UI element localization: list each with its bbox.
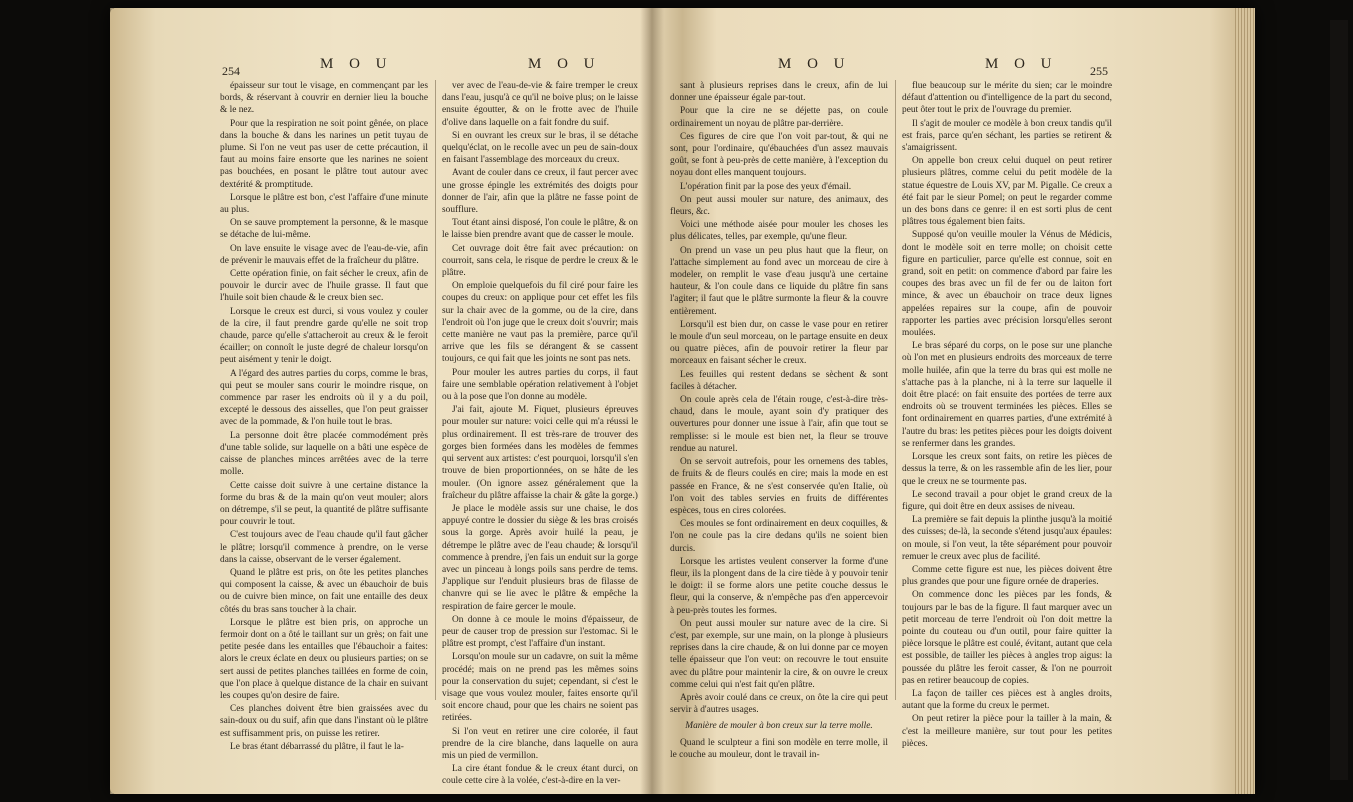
paragraph: On se servoit autrefois, pour les ornemens des tables, de fruits & de fleurs coulés en cire; mais la mode en est passée en France, & ne s'est conservée qu'en Italie, où l'on voit des tables servies en fruits de différentes espèces, tous en cires colorées. bbox=[670, 457, 888, 516]
paragraph: On appelle bon creux celui duquel on peut retirer plusieurs plâtres, comme celui du petit modèle de la statue équestre de Louis XV, par M. Pigalle. Ce creux a été fait par le sieur Pomel; on peut le regarder comme un des bons dans ce genre: il en est sorti plus de cent plâtres tous également bien faits. bbox=[902, 156, 1112, 228]
paragraph: Quand le sculpteur a fini son modèle en terre molle, il le couche au mouleur, dont le travail in- bbox=[670, 737, 888, 760]
paragraph: Pour mouler les autres parties du corps, il faut faire une semblable opération relativement à l'objet ou à la pose que l'on donne au modèle. bbox=[442, 367, 638, 403]
paragraph: Pour que la cire ne se déjette pas, on coule ordinairement un noyau de plâtre par-derrière. bbox=[670, 106, 888, 129]
paragraph: On se sauve promptement la personne, & le masque se détache de lui-même. bbox=[220, 218, 428, 241]
left-page-column-2 bbox=[442, 80, 638, 787]
paragraph: Lorsque les artistes veulent conserver la forme d'une fleur, ils la plongent dans de la cire tiède à y pouvoir tenir le doigt: il se forme alors une petite couche dessus le fleur, qui la conserve, & n'empêche pas d'en appercevoir à peu-près toutes les formes. bbox=[670, 556, 888, 616]
paragraph: Lorsque les creux sont faits, on retire les pièces de dessus la terre, & on les rassemble afin de les lier, pour que le creux ne se tourmente pas. bbox=[902, 452, 1112, 487]
paragraph: Supposé qu'on veuille mouler la Vénus de Médicis, dont le modèle soit en terre molle; on choisit cette figure en particulier, parce qu'elle est connue, soit en grand, soit en petit: on commence d'abord par faire les coupes des bras avec un fil de fer ou de laiton fort mince, & avec un ébauchoir on trace deux lignes appelées repaires sur la coupe, afin de pouvoir rapporter les parties avec précision lorsqu'elles seront moulées. bbox=[902, 230, 1112, 339]
paragraph: A l'égard des autres parties du corps, comme le bras, qui peut se mouler sans courir le moindre risque, on commence par raser les endroits où il y a du poil, excepté le dessous des aisselles, que l'on peut graisser avec de la pommade, & l'on huile tout le bras. bbox=[220, 368, 428, 428]
paragraph: Lorsqu'il est bien dur, on casse le vase pour en retirer le moule d'un seul morceau, on le partage ensuite en deux ou quatre pièces, afin de pouvoir retirer la fleur par morceaux en faisant sécher le creux. bbox=[670, 319, 888, 367]
paragraph: épaisseur sur tout le visage, en commençant par les bords, & réservant à couvrir en dernier lieu la bouche & le nez. bbox=[220, 81, 428, 116]
book-right-edge bbox=[1235, 8, 1255, 794]
paragraph: Si en ouvrant les creux sur le bras, il se détache quelqu'éclat, on le recolle avec un peu de sain-doux en faisant l'assemblage des morceaux du creux. bbox=[442, 130, 638, 166]
paragraph: On lave ensuite le visage avec de l'eau-de-vie, afin de prévenir le mauvais effet de la fraîcheur du plâtre. bbox=[220, 243, 428, 266]
right-running-head-1: M O U bbox=[778, 56, 851, 72]
left-running-head-2: M O U bbox=[528, 56, 601, 72]
book-gutter bbox=[640, 8, 664, 794]
paragraph: On donne à ce moule le moins d'épaisseur, de peur de causer trop de pression sur l'estomac. Si le plâtre est prompt, c'est l'affaire d'un instant. bbox=[442, 614, 638, 650]
paragraph: On peut retirer la pièce pour la tailler à la main, & c'est la meilleure manière, sur tout pour les petites pièces. bbox=[902, 714, 1112, 749]
paragraph: Lorsque le creux est durci, si vous voulez y couler de la cire, il faut prendre garde qu'elle ne soit trop chaude, parce qu'elle s'attacheroit au creux & le feroit écailler; on connoît le juste degré de chaleur lorsqu'on peut aisément y tenir le doigt. bbox=[220, 306, 428, 366]
paragraph: Il s'agit de mouler ce modèle à bon creux tandis qu'il est frais, parce qu'en séchant, les parties se retirent & s'amaigrissent. bbox=[902, 118, 1112, 154]
paragraph: On peut aussi mouler sur nature, des animaux, des fleurs, &c. bbox=[670, 194, 888, 218]
paragraph: L'opération finit par la pose des yeux d'émail. bbox=[680, 181, 852, 192]
paragraph: Voici une méthode aisée pour mouler les choses les plus délicates, telles, par exemple, qu'une fleur. bbox=[670, 220, 888, 243]
paragraph: Cet ouvrage doit être fait avec précaution: on courroit, sans cela, le risque de perdre le creux & le plâtre. bbox=[442, 243, 638, 279]
paragraph: On emploie quelquefois du fil ciré pour faire les coupes du creux: on applique pour cet effet les fils sur la chair avec de la gomme, ou de la cire, dans l'endroit où l'on juge que le creux doit s'ouvrir; mais cette manière ne vaut pas la première, parce qu'il arrive que les fils se dérangent & se cassent toujours, ce qui fait que les joints ne sont pas nets. bbox=[442, 281, 638, 365]
paragraph: Lorsque le plâtre est bon, c'est l'affaire d'une minute au plus. bbox=[220, 192, 428, 216]
paragraph: Cette opération finie, on fait sécher le creux, afin de pouvoir le durcir avec de l'huile grasse. Il faut que l'huile soit bien chaude & le creux bien sec. bbox=[220, 269, 428, 304]
paragraph: On prend un vase un peu plus haut que la fleur, on l'attache simplement au fond avec un morceau de cire à modeler, on remplit le vase d'eau jusqu'à une certaine hauteur, & l'on coule dans ce liquide du plâtre fin sans l'agiter; il faut que le plâtre surmonte la fleur & la couvre entièrement. bbox=[670, 245, 888, 317]
paragraph: Tout étant ainsi disposé, l'on coule le plâtre, & on le laisse bien prendre avant que de casser le moule. bbox=[442, 218, 638, 241]
paragraph: Lorsque le plâtre est bien pris, on approche un fermoir dont on a ôté le taillant sur un grès; on fait une petite pesée dans les entailles que l'ébauchoir a faites: alors le creux éclate en deux ou plusieurs parties; on se sert aussi de petites planches taillées en forme de coin, que l'on place à quelque distance de la chair en suivant les coupes qu'on desire de faire. bbox=[220, 617, 428, 701]
right-page-column-2 bbox=[902, 80, 1112, 749]
paragraph: On coule après cela de l'étain rouge, c'est-à-dire très-chaud, dans le moule, ayant soin d'y pratiquer des ouvertures pour donner une issue à l'air, afin que tout se remplisse: si le moule est bien net, la fleur se trouve rendue au naturel. bbox=[670, 395, 888, 454]
paragraph: La façon de tailler ces pièces est à angles droits, autant que la forme du creux le permet. bbox=[902, 688, 1112, 712]
paragraph: Comme cette figure est nue, les pièces doivent être plus grandes que pour une figure ornée de draperies. bbox=[902, 564, 1112, 588]
paragraph: Après avoir coulé dans ce creux, on ôte la cire qui peut servir à d'autres usages. bbox=[670, 692, 888, 716]
paragraph: La première se fait depuis la plinthe jusqu'à la moitié des cuisses; de-là, la seconde s'étend jusqu'aux épaules: on moule, si l'on veut, la tête séparément pour pouvoir remuer le creux avec plus de facilité. bbox=[902, 515, 1112, 562]
paragraph: La personne doit être placée commodément près d'une table solide, sur laquelle on a bâti une espèce de caisse de planches minces arrêtées avec de la terre molle. bbox=[220, 430, 428, 478]
left-folio: 254 bbox=[222, 64, 240, 78]
paragraph: Les feuilles qui restent dedans se sèchent & sont faciles à détacher. bbox=[670, 369, 888, 392]
paragraph: Manière de mouler à bon creux sur la terre molle. bbox=[685, 721, 873, 732]
paragraph: Ces moules se font ordinairement en deux coquilles, & l'on ne coule pas la cire dedans qu'ils ne soient bien durcis. bbox=[670, 519, 888, 554]
paragraph: Si l'on veut en retirer une cire colorée, il faut prendre de la cire blanche, dans laquelle on aura mis un pied de vermillon. bbox=[442, 726, 638, 761]
paragraph: Pour que la respiration ne soit point gênée, on place dans la bouche & dans les narines un petit tuyau de plume. Si l'on ne veut pas user de cette précaution, il faut au moins faire ensorte que les narines ne soient pas bouchées, en posant le plâtre tout autour avec dextérité & promptitude. bbox=[220, 118, 428, 190]
paragraph: Ces figures de cire que l'on voit par-tout, & qui ne sont, pour l'ordinaire, qu'ébauchées d'un assez mauvais goût, se font à peu-près de cette manière, à l'exception du noyau dont elles manquent toujours. bbox=[670, 131, 888, 179]
paragraph: Avant de couler dans ce creux, il faut percer avec une grosse épingle les extrémités des doigts pour donner de l'air, afin que la plâtre ne fasse point de soufflure. bbox=[442, 168, 638, 216]
paragraph: C'est toujours avec de l'eau chaude qu'il faut gâcher le plâtre; lorsqu'il commence à prendre, on le verse dans la caisse, observant de le verser également. bbox=[220, 530, 428, 565]
paragraph: On commence donc les pièces par les fonds, & toujours par le bas de la figure. Il faut marquer avec un petit morceau de terre l'endroit où l'on doit mettre la pointe du couteau ou d'un outil, pour faire quitter la pièce lorsque le plâtre est coulé, évitant, autant que cela est possible, de tailler les pièces à angles trop aigus: la poussée du plâtre les feroit casser, & l'on ne pourroit pas en retirer beaucoup de copies. bbox=[902, 590, 1112, 686]
paragraph: J'ai fait, ajoute M. Fiquet, plusieurs épreuves pour mouler sur nature: voici celle qui m'a réussi le plus ordinairement. Il est très-rare de trouver des gorges bien formées dans les modèles de femmes qui servent aux artistes: c'est pourquoi, lorsqu'il s'en trouve de bien proportionnées, on se hâte de les mouler. (On ignore assez généralement que la fraîcheur du plâtre affaisse la chair & gâte la gorge.) bbox=[442, 405, 638, 501]
paragraph: sant à plusieurs reprises dans le creux, afin de lui donner une épaisseur égale par-tout. bbox=[670, 81, 888, 104]
paragraph: Le bras séparé du corps, on le pose sur une planche où l'on met en plusieurs endroits des morceaux de terre molle huilée, afin que la terre du bras qui est molle ne s'attache pas à la planche, ni à la terre sur laquelle il doit être placé: on fait ensuite des portées de terre aux endroits où se trouvent terminées les pièces. Elles se font ordinairement en quarres parties, d'une extrémité à l'autre du bras: les petites pièces pour les doigts doivent se renfermer dans les grandes. bbox=[902, 341, 1112, 449]
paragraph: Ces planches doivent être bien graissées avec du sain-doux ou du suif, afin que dans l'instant où le plâtre est suffisamment pris, on puisse les retirer. bbox=[220, 704, 428, 739]
paragraph: Le second travail a pour objet le grand creux de la figure, qui doit être en deux assises de niveau. bbox=[902, 489, 1112, 512]
paragraph: ver avec de l'eau-de-vie & faire tremper le creux dans l'eau, jusqu'à ce qu'il ne boive plus; on le laisse ensuite égoutter, & on le frotte avec de l'huile d'olive dans laquelle on a fait fondre du suif. bbox=[442, 81, 638, 128]
paragraph: Quand le plâtre est pris, on ôte les petites planches qui composent la caisse, & avec un ébauchoir de buis ou de cuivre bien mince, on fait une entaille des deux côtés du bras sans toucher à la chair. bbox=[220, 567, 428, 615]
right-column-rule bbox=[895, 80, 896, 700]
left-page-column-1 bbox=[220, 80, 428, 752]
left-running-head-1: M O U bbox=[320, 56, 393, 72]
right-running-head-2: M O U bbox=[985, 56, 1058, 72]
right-folio: 255 bbox=[1090, 64, 1108, 78]
left-column-rule bbox=[435, 80, 436, 700]
right-page-column-1 bbox=[670, 80, 888, 760]
dark-margin bbox=[1330, 20, 1348, 780]
paragraph: On peut aussi mouler sur nature avec de la cire. Si c'est, par exemple, sur une main, on la plonge à plusieurs reprises dans la cire chaude, & on lui donne par ce moyen telle épaisseur que l'on veut: on recouvre le tout ensuite avec du plâtre pour maintenir la cire, & on ouvre le creux comme celui qui n'est fait qu'en plâtre. bbox=[670, 618, 888, 690]
paragraph: Cette caisse doit suivre à une certaine distance la forme du bras & de la main qu'on veut mouler; alors on détrempe, s'il se peut, la quantité de plâtre suffisante pour couvrir le tout. bbox=[220, 480, 428, 528]
paragraph: Je place le modèle assis sur une chaise, le dos appuyé contre le dossier du siège & les bras croisés sous la gorge. Après avoir huilé la peau, je détrempe le plâtre avec de l'eau chaude; & lorsqu'il commence à prendre, j'en fais un enduit sur la gorge avec un pinceau à longs poils sans perdre de tems. J'applique sur l'enduit plusieurs bras de filasse de chanvre qui se lie avec le plâtre & empêche la respiration de faire gercer le moule. bbox=[442, 503, 638, 612]
paragraph: flue beaucoup sur le mérite du sien; car le moindre défaut d'attention ou d'intelligence de la part du second, peut ôter tout le prix de l'ouvrage du premier. bbox=[902, 81, 1112, 116]
paragraph: La cire étant fondue & le creux étant durci, on coule cette cire à la volée, c'est-à-dire en la ver- bbox=[442, 764, 638, 787]
paragraph: Lorsqu'on moule sur un cadavre, on suit la même procédé; mais on ne prend pas les mêmes soins pour la conservation du sujet; cependant, si c'est le visage que vous voulez mouler, faites ensorte qu'il soit encore chaud, pour que les chairs ne soient pas retirées. bbox=[442, 652, 638, 724]
paragraph: Le bras étant débarrassé du plâtre, il faut le la- bbox=[230, 741, 404, 752]
